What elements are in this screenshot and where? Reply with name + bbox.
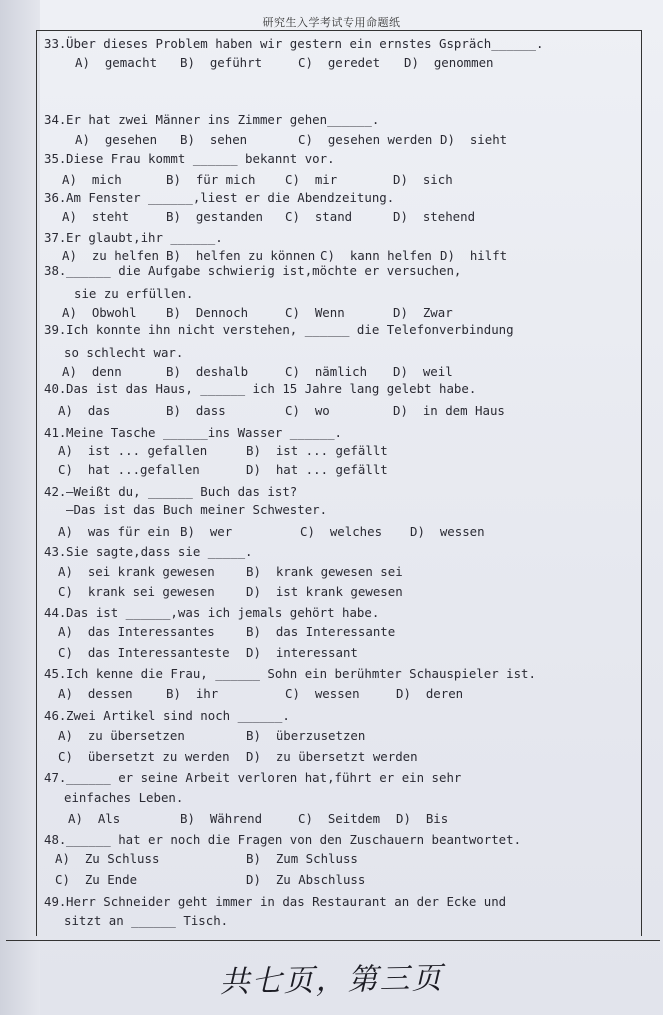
answer-option: A) sei krank gewesen [58, 564, 215, 579]
answer-option: D) Zwar [393, 305, 453, 320]
answer-option: D) interessant [246, 645, 358, 660]
answer-option: A) steht [62, 209, 130, 224]
answer-option: D) zu übersetzt werden [246, 749, 418, 764]
answer-option: D) ist krank gewesen [246, 584, 403, 599]
answer-option: A) mich [62, 172, 122, 187]
answer-option: D) sich [393, 172, 453, 187]
question-number: 39. [44, 322, 67, 337]
answer-option: C) mir [285, 172, 338, 187]
question-stem: Diese Frau kommt ______ bekannt vor. [66, 151, 335, 166]
question-stem: ______ er seine Arbeit verloren hat,führt er ein sehr [66, 770, 462, 785]
answer-option: C) wo [285, 403, 330, 418]
question-number: 48. [44, 832, 67, 847]
answer-option: B) Dennoch [166, 305, 249, 320]
answer-option: A) denn [62, 364, 122, 379]
answer-option: A) das Interessantes [58, 624, 215, 639]
answer-option: C) stand [285, 209, 353, 224]
answer-option: C) geredet [298, 55, 381, 70]
answer-option: D) sieht [440, 132, 508, 147]
answer-option: B) krank gewesen sei [246, 564, 403, 579]
answer-option: B) ihr [166, 686, 219, 701]
question-stem-continuation: einfaches Leben. [64, 790, 184, 805]
question-stem-continuation: sitzt an ______ Tisch. [64, 913, 229, 928]
answer-option: A) Obwohl [62, 305, 137, 320]
question-number: 46. [44, 708, 67, 723]
answer-option: B) das Interessante [246, 624, 396, 639]
question-stem: Ich kenne die Frau, ______ Sohn ein berühmter Schauspieler ist. [66, 666, 536, 681]
answer-option: A) Zu Schluss [55, 851, 160, 866]
question-number: 49. [44, 894, 67, 909]
answer-option: A) gesehen [75, 132, 158, 147]
answer-option: B) für mich [166, 172, 256, 187]
question-stem: Er hat zwei Männer ins Zimmer gehen______. [66, 112, 380, 127]
answer-option: D) in dem Haus [393, 403, 505, 418]
question-stem: Zwei Artikel sind noch ______. [66, 708, 290, 723]
answer-option: B) sehen [180, 132, 248, 147]
page-count-handwriting: 共七页，第三页 [219, 961, 444, 1000]
answer-option: A) gemacht [75, 55, 158, 70]
answer-option: C) welches [300, 524, 383, 539]
answer-option: A) Als [68, 811, 121, 826]
answer-option: C) gesehen werden [298, 132, 433, 147]
question-stem: Am Fenster ______,liest er die Abendzeitung. [66, 190, 395, 205]
answer-option: D) genommen [404, 55, 494, 70]
answer-option: B) Während [180, 811, 263, 826]
answer-option: D) hilft [440, 248, 508, 263]
answer-option: A) was für ein [58, 524, 170, 539]
answer-option: B) wer [180, 524, 233, 539]
answer-option: C) übersetzt zu werden [58, 749, 230, 764]
question-stem: Das ist ______,was ich jemals gehört habe. [66, 605, 380, 620]
answer-option: C) kann helfen [320, 248, 432, 263]
answer-option: B) gestanden [166, 209, 263, 224]
answer-option: B) Zum Schluss [246, 851, 358, 866]
answer-option: D) wessen [410, 524, 485, 539]
answer-option: C) Wenn [285, 305, 345, 320]
question-stem: Ich konnte ihn nicht verstehen, ______ die Telefonverbindung [66, 322, 514, 337]
answer-option: B) geführt [180, 55, 263, 70]
answer-option: B) dass [166, 403, 226, 418]
answer-option: B) deshalb [166, 364, 249, 379]
question-number: 45. [44, 666, 67, 681]
question-stem: Herr Schneider geht immer in das Restaurant an der Ecke und [66, 894, 507, 909]
answer-option: B) überzusetzen [246, 728, 366, 743]
question-number: 36. [44, 190, 67, 205]
question-stem-continuation: sie zu erfüllen. [74, 286, 194, 301]
answer-option: D) deren [396, 686, 464, 701]
question-number: 35. [44, 151, 67, 166]
answer-option: D) Zu Abschluss [246, 872, 366, 887]
question-number: 41. [44, 425, 67, 440]
question-number: 33. [44, 36, 67, 51]
question-number: 43. [44, 544, 67, 559]
answer-option: A) zu übersetzen [58, 728, 185, 743]
answer-option: C) Zu Ende [55, 872, 138, 887]
question-number: 47. [44, 770, 67, 785]
question-stem: ______ die Aufgabe schwierig ist,möchte er versuchen, [66, 263, 462, 278]
answer-option: D) weil [393, 364, 453, 379]
question-stem: Sie sagte,dass sie _____. [66, 544, 253, 559]
question-stem: ______ hat er noch die Fragen von den Zuschauern beantwortet. [66, 832, 522, 847]
answer-option: A) ist ... gefallen [58, 443, 208, 458]
question-stem: Er glaubt,ihr ______. [66, 230, 223, 245]
question-number: 34. [44, 112, 67, 127]
question-stem-continuation: —Das ist das Buch meiner Schwester. [66, 502, 328, 517]
answer-option: C) nämlich [285, 364, 368, 379]
answer-option: D) hat ... gefällt [246, 462, 388, 477]
question-number: 38. [44, 263, 67, 278]
question-number: 40. [44, 381, 67, 396]
answer-option: C) das Interessanteste [58, 645, 230, 660]
answer-option: A) zu helfen [62, 248, 159, 263]
answer-option: B) ist ... gefällt [246, 443, 388, 458]
question-stem: Über dieses Problem haben wir gestern ein ernstes Gspräch______. [66, 36, 544, 51]
answer-option: C) Seitdem [298, 811, 381, 826]
question-number: 44. [44, 605, 67, 620]
answer-option: C) hat ...gefallen [58, 462, 200, 477]
answer-option: A) dessen [58, 686, 133, 701]
answer-option: C) krank sei gewesen [58, 584, 215, 599]
question-number: 42. [44, 484, 67, 499]
question-number: 37. [44, 230, 67, 245]
answer-option: D) stehend [393, 209, 476, 224]
question-stem: Meine Tasche ______ins Wasser ______. [66, 425, 343, 440]
answer-option: D) Bis [396, 811, 449, 826]
question-stem-continuation: so schlecht war. [64, 345, 184, 360]
answer-option: C) wessen [285, 686, 360, 701]
sheet-header: 研究生入学考试专用命题纸 [262, 16, 401, 29]
answer-option: B) helfen zu können [166, 248, 316, 263]
question-stem: Das ist das Haus, ______ ich 15 Jahre lang gelebt habe. [66, 381, 477, 396]
question-stem: —Weißt du, ______ Buch das ist? [66, 484, 298, 499]
answer-option: A) das [58, 403, 111, 418]
